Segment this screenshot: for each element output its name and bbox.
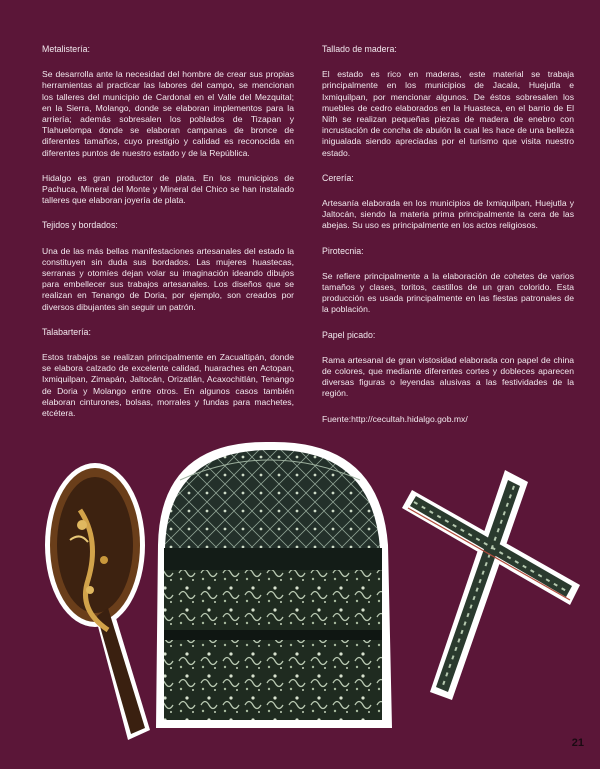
inlaid-wooden-chest-object [156, 442, 392, 728]
crafts-photo [0, 430, 600, 769]
left-text-column [42, 44, 294, 433]
section-pirotecnia [322, 246, 574, 316]
section-title: Metalistería: [42, 44, 90, 54]
section-cereria [322, 173, 574, 232]
section-title: Pirotecnia: [322, 245, 364, 256]
section-paragraph: Una de las más bellas manifestaciones artesanales del estado la constituyen sin duda sus bordados. Las mujeres huastecas, serranas y otomíes dejan volar su imaginación ideando dibujos para embellecer sus trabajos artesanales. Los diseños que se realizan en Tenango de Doria, por ejemplo, son creados por diversos dibujantes sin seguir un patrón. [42, 245, 294, 312]
section-tejidos-bordados [42, 220, 294, 312]
wooden-mirror-object [45, 463, 150, 740]
page-number: 21 [571, 737, 584, 749]
section-title: Papel picado: [322, 329, 376, 340]
section-title: Cerería: [322, 172, 354, 183]
section-tallado-madera [322, 44, 574, 159]
section-paragraph: Hidalgo es gran productor de plata. En los municipios de Pachuca, Mineral del Monte y Mineral del Chico se han instalado talleres que elaboran joyería de plata. [42, 172, 294, 206]
right-text-column [322, 44, 574, 425]
section-paragraph: Se refiere principalmente a la elaboración de cohetes de varios tamaños y clases, toritos, castillos de un gran colorido. Esta producción es usada principalmente en las fiestas patronales de la población. [322, 270, 574, 315]
inlaid-wooden-cross-object [402, 470, 580, 700]
section-paragraph: Se desarrolla ante la necesidad del hombre de crear sus propias herramientas al practicar las labores del campo, se mencionan los talleres del municipio de Cardonal en el Valle del Mezquital; en la Sierra, Molango, donde se elaboran implementos para la arriería; además sobresalen los poblados de Tizapan y Tlahuelompa donde se elaboran campanas de bronce de diferentes tamaños, cuyo prestigio y calidad es reconocida en diferentes puntos de nuestro estado y de la República. [42, 69, 294, 158]
section-title: Tejidos y bordados: [42, 220, 118, 231]
section-title: Tallado de madera: [322, 44, 397, 54]
section-paragraph: El estado es rico en maderas, este material se trabaja principalmente en los municipios de Jacala, Huejutla e Ixmiquilpan, por mencionar algunos. De éstos sobresalen los muebles de cedro elaborados en la Huasteca, en el barrio de El Nith se realizan pequeñas piezas de madera de enebro con incrustación de concha de abulón la cual les hace de una belleza inigualada siendo apreciadas por el turismo que visita nuestro estado. [322, 69, 574, 158]
section-metalisteria [42, 44, 294, 206]
section-paragraph: Rama artesanal de gran vistosidad elaborada con papel de china de colores, que mediante diferentes cortes y dobleces aparecen diversas figuras o leyendas alusivas a las festividades de la región. [322, 354, 574, 399]
section-title: Talabartería: [42, 326, 91, 337]
section-paragraph: Estos trabajos se realizan principalmente en Zacualtipán, donde se elabora calzado de excelente calidad, huaraches en Actopan, Ixmiquilpan, Zimapán, Jaltocán, Orizatlán, Acaxochitlán, Tenango de Doria y Molango entre otros. En algunos casos también elaboran cinturones, bolsas, morrales y fundas para machetes, etcétera. [42, 352, 294, 419]
section-papel-picado [322, 330, 574, 400]
section-talabarteria [42, 327, 294, 419]
source-citation: Fuente:http://cecultah.hidalgo.gob.mx/ [322, 413, 468, 424]
section-paragraph: Artesanía elaborada en los municipios de Ixmiquilpan, Huejutla y Jaltocán, siendo la materia prima principalmente la cera de las abejas. Su uso es principalmente en los actos religiosos. [322, 198, 574, 231]
